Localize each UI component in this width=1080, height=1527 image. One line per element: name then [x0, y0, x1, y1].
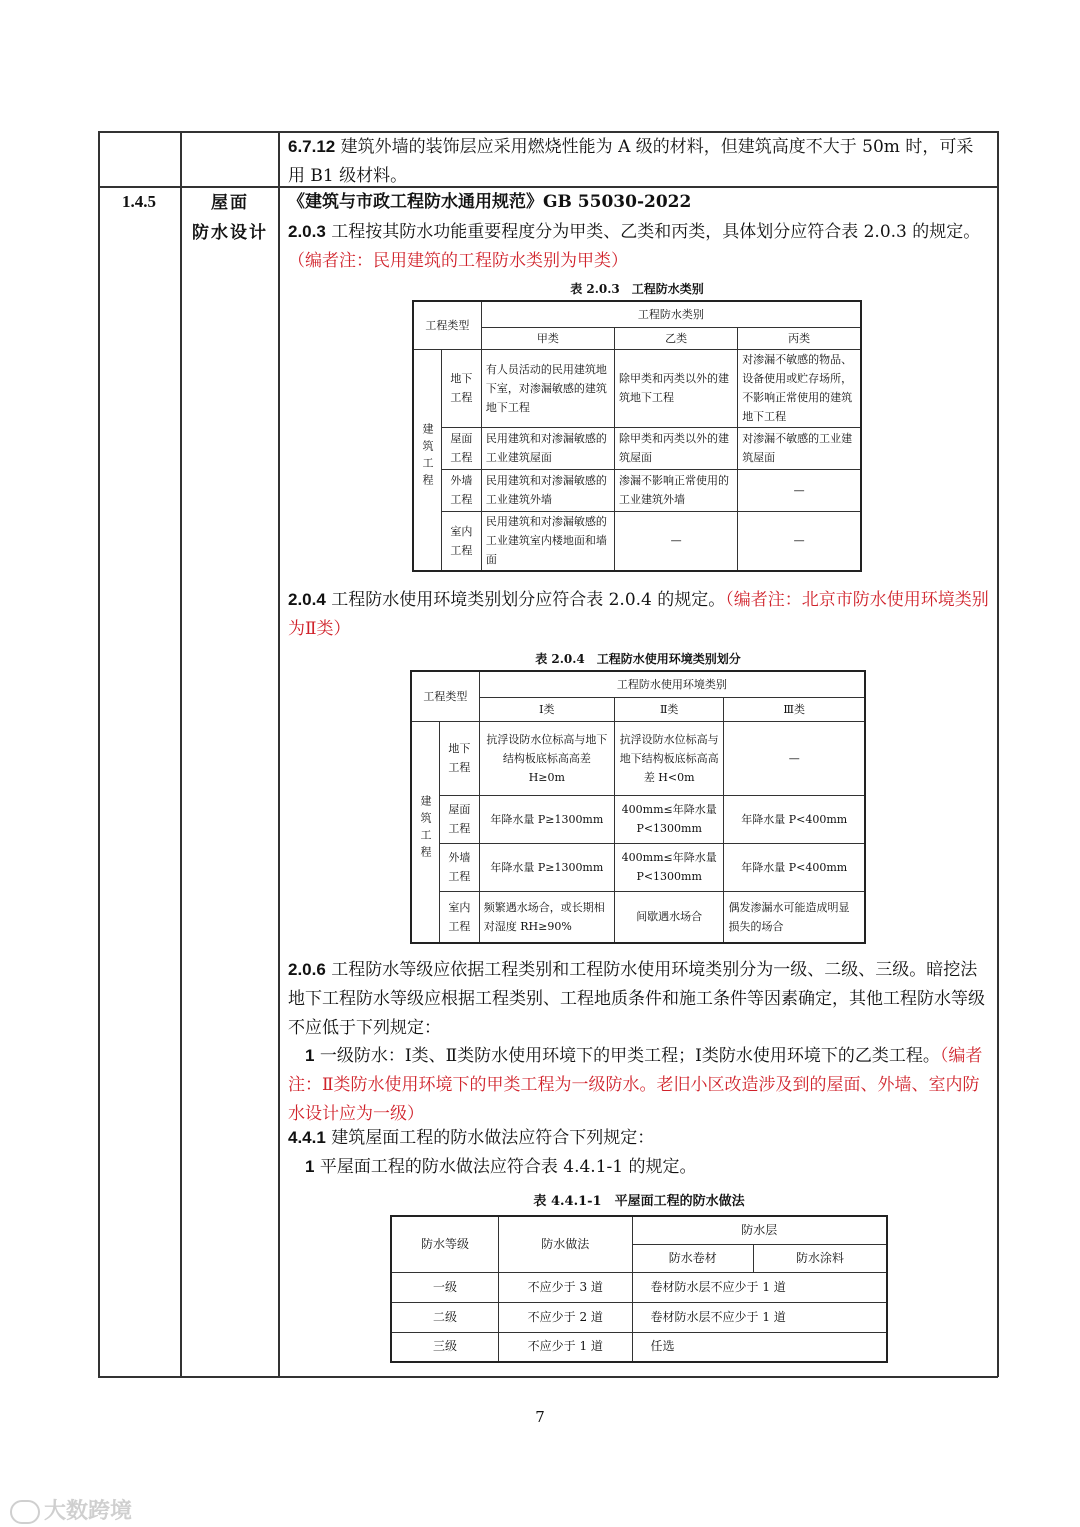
cell-layer: 卷材防水层不应少于 1 道 [632, 1272, 887, 1302]
page-number: 7 [535, 1408, 545, 1426]
table-border-bottom [98, 1376, 998, 1378]
header-group: 工程防水类别 [481, 301, 861, 327]
cell: — [738, 469, 861, 511]
item-1-grade-one [288, 1041, 990, 1129]
cell: 偶发渗漏水可能造成明显损失的场合 [724, 891, 865, 943]
cell: 年降水量 P≥1300mm [479, 795, 614, 843]
cell: 民用建筑和对渗漏敏感的工业建筑屋面 [481, 427, 614, 469]
section-title-line1: 屋面 [211, 193, 249, 213]
row-name: 屋面工程 [440, 795, 480, 843]
cell-grade: 一级 [391, 1272, 499, 1302]
header-group: 工程防水使用环境类别 [479, 671, 865, 697]
row-name: 地下工程 [440, 721, 480, 795]
item-number: 1 [305, 1157, 315, 1176]
clause-number: 6.7.12 [288, 137, 336, 156]
cell: 400mm≤年降水量 P<1300mm [614, 795, 724, 843]
item-number: 1 [305, 1046, 315, 1065]
clause-number: 2.0.6 [288, 960, 326, 979]
cell: — [738, 511, 861, 571]
cell-grade: 二级 [391, 1302, 499, 1332]
side-label: 建筑工程 [413, 349, 442, 571]
header-col: Ⅰ类 [479, 697, 614, 721]
row-name: 室内工程 [440, 891, 480, 943]
table-col-divider-1 [180, 131, 182, 1377]
cell: 抗浮设防水位标高与地下结构板底标高高差 H≥0m [479, 721, 614, 795]
cell: 渗漏不影响正常使用的工业建筑外墙 [615, 469, 738, 511]
table-caption: 表 4.4.1-1 平屋面工程的防水做法 [533, 1194, 745, 1209]
header-coat: 防水涂料 [754, 1244, 887, 1272]
editor-note: （编者注：Ⅱ类防水使用环境下的甲类工程为一级防水。老旧小区改造涉及到的屋面、外墙、室内防水设计应为一级） [288, 1046, 983, 1124]
cell: 抗浮设防水位标高与地下结构板底标高高差 H<0m [614, 721, 724, 795]
clause-number: 2.0.4 [288, 590, 326, 609]
item-1-flat-roof [288, 1152, 990, 1182]
row-name: 外墙工程 [442, 469, 482, 511]
header-method: 防水做法 [499, 1216, 632, 1272]
cell-layer: 卷材防水层不应少于 1 道 [632, 1302, 887, 1332]
table-border-left [98, 131, 100, 1377]
table-waterproof-category [412, 300, 862, 572]
table-environment-category [410, 670, 866, 944]
cell: 有人员活动的民用建筑地下室，对渗漏敏感的建筑地下工程 [481, 349, 614, 427]
cell: 对渗漏不敏感的工业建筑屋面 [738, 427, 861, 469]
header-col: 甲类 [481, 327, 614, 349]
clause-2-0-3 [288, 217, 990, 276]
cell-layer: 任选 [632, 1332, 887, 1362]
section-number: 1.4.5 [122, 192, 156, 211]
header-col: 丙类 [738, 327, 861, 349]
cell-grade: 三级 [391, 1332, 499, 1362]
header-col: 乙类 [615, 327, 738, 349]
clause-number: 4.4.1 [288, 1128, 326, 1147]
cell-method: 不应少于 2 道 [499, 1302, 632, 1332]
row-name: 屋面工程 [442, 427, 482, 469]
header-grade: 防水等级 [391, 1216, 499, 1272]
cell: 除甲类和丙类以外的建筑屋面 [615, 427, 738, 469]
cell: 间歇遇水场合 [614, 891, 724, 943]
row-name: 地下工程 [442, 349, 482, 427]
cell-method: 不应少于 3 道 [499, 1272, 632, 1302]
header-layer: 防水层 [632, 1216, 887, 1244]
clause-6-7-12 [288, 132, 990, 191]
cell: 民用建筑和对渗漏敏感的工业建筑外墙 [481, 469, 614, 511]
cell: — [724, 721, 865, 795]
clause-2-0-6 [288, 955, 990, 1043]
row-name: 外墙工程 [440, 843, 480, 891]
header-type: 工程类型 [413, 301, 481, 349]
side-label: 建筑工程 [411, 721, 440, 943]
row-name: 室内工程 [442, 511, 482, 571]
cell: 年降水量 P<400mm [724, 843, 865, 891]
table-border-right [997, 131, 999, 1377]
clause-text: 建筑外墙的装饰层应采用燃烧性能为 A 级的材料，但建筑高度不大于 50m 时，可采用 B1 级材料。 [288, 137, 974, 186]
item-text: 一级防水：Ⅰ类、Ⅱ类防水使用环境下的甲类工程；Ⅰ类防水使用环境下的乙类工程。 [314, 1046, 940, 1066]
item-text: 平屋面工程的防水做法应符合表 4.4.1-1 的规定。 [314, 1157, 697, 1177]
editor-note: （编者注：北京市防水使用环境类别为Ⅱ类） [288, 590, 989, 639]
header-type: 工程类型 [411, 671, 479, 721]
cell: 年降水量 P<400mm [724, 795, 865, 843]
cell-method: 不应少于 1 道 [499, 1332, 632, 1362]
watermark [10, 1494, 132, 1525]
section-title-line2: 防水设计 [192, 223, 268, 243]
header-col: Ⅱ类 [614, 697, 724, 721]
cell: 400mm≤年降水量 P<1300mm [614, 843, 724, 891]
watermark-text: 大数跨境 [44, 1499, 133, 1524]
table-caption: 表 2.0.3 工程防水类别 [570, 282, 704, 296]
table-caption: 表 2.0.4 工程防水使用环境类别划分 [535, 652, 741, 666]
table-flat-roof-waterproof [390, 1215, 888, 1363]
header-roll: 防水卷材 [632, 1244, 754, 1272]
cell: 除甲类和丙类以外的建筑地下工程 [615, 349, 738, 427]
cell: 民用建筑和对渗漏敏感的工业建筑室内楼地面和墙面 [481, 511, 614, 571]
standard-title: 《建筑与市政工程防水通用规范》GB 55030-2022 [288, 192, 692, 212]
clause-text: 工程防水使用环境类别划分应符合表 2.0.4 的规定。 [325, 590, 726, 610]
clause-text: 工程按其防水功能重要程度分为甲类、乙类和丙类，具体划分应符合表 2.0.3 的规定。 [325, 222, 981, 242]
clause-2-0-4 [288, 585, 990, 644]
clause-text: 工程防水等级应依据工程类别和工程防水使用环境类别分为一级、二级、三级。暗挖法地下工程防水等级应根据工程类别、工程地质条件和施工条件等因素确定，其他工程防水等级不应低于下列规定： [288, 960, 985, 1038]
section-title [182, 188, 278, 248]
cell: 频繁遇水场合，或长期相对湿度 RH≥90% [479, 891, 614, 943]
clause-text: 建筑屋面工程的防水做法应符合下列规定： [325, 1128, 655, 1148]
cell: 年降水量 P≥1300mm [479, 843, 614, 891]
cell: — [615, 511, 738, 571]
watermark-logo-icon [10, 1500, 40, 1524]
clause-number: 2.0.3 [288, 222, 326, 241]
table-col-divider-2 [278, 131, 280, 1377]
cell: 对渗漏不敏感的物品、设备使用或贮存场所，不影响正常使用的建筑地下工程 [738, 349, 861, 427]
editor-note: （编者注：民用建筑的工程防水类别为甲类） [288, 251, 628, 271]
clause-4-4-1 [288, 1123, 990, 1153]
header-col: Ⅲ类 [724, 697, 865, 721]
